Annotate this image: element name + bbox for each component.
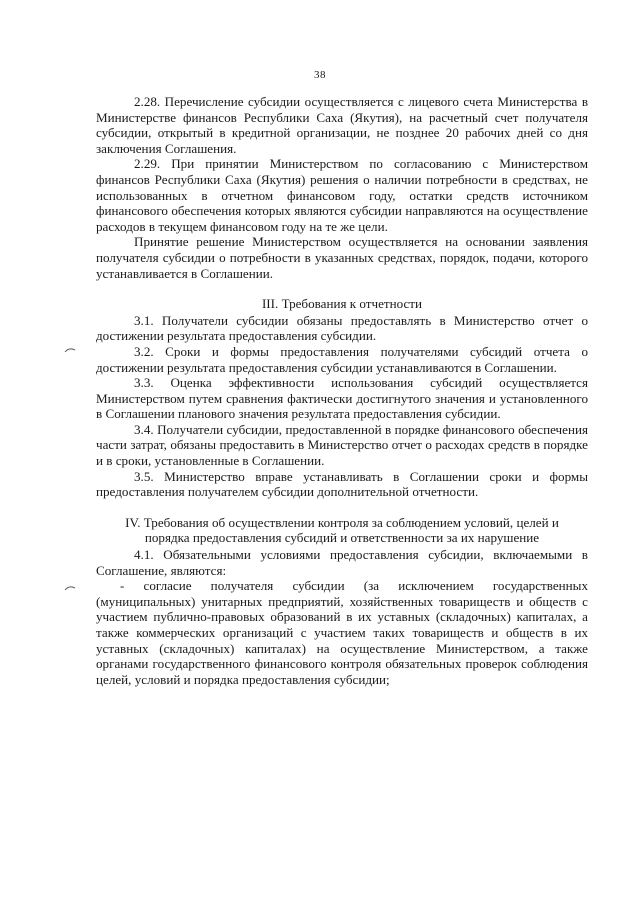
margin-mark [64,347,76,353]
paragraph-3-1: 3.1. Получатели субсидии обязаны предоставлять в Министерство отчет о достижении результата предоставления субсидии. [96,312,588,344]
paragraph-4-1: 4.1. Обязательными условиями предоставления субсидии, включаемыми в Соглашение, являются: [96,547,588,578]
paragraph-3-2: 3.2. Сроки и формы предоставления получателями субсидий отчета о достижении результата предоставления субсидии устанавливаются в Соглашении. [96,343,588,375]
paragraph-3-5: 3.5. Министерство вправе устанавливать в Соглашении сроки и формы предоставления получателем субсидии дополнительной отчетности. [96,468,588,500]
paragraph-3-3: 3.3. Оценка эффективности использования субсидий осуществляется Министерством путем сравнения фактически достигнутого значения и установленного в Соглашении планового значения результата предоставления субсидии. [96,375,588,422]
list-item-consent: - согласие получателя субсидии (за исключением государственных (муниципальных) унитарных предприятий, хозяйственных товариществ и обществ с участием публично-правовых образований в их уставных (складочных) капиталах, а также коммерческих организаций с участием таких товариществ и обществ в их уставных (складочных) капиталах) на осуществление Министерством, а также органами государственного финансового контроля обязательных проверок соблюдения целей, условий и порядка предоставления субсидии; [96,578,588,687]
paragraph-2-29: 2.29. При принятии Министерством по согласованию с Министерством финансов Республики Саха (Якутия) решения о наличии потребности в средствах, не использованных в отчетном финансовом году, остатки средств источником финансового обеспечения которых являются субсидии направляются на осуществление расходов в текущем финансовом году на те же цели. [96,156,588,234]
section-3-heading: III. Требования к отчетности [261,296,423,312]
paragraph-decision: Принятие решение Министерством осуществляется на основании заявления получателя субсидии о потребности в указанных средствах, порядок, подачи, которого устанавливается в Соглашении. [96,234,588,281]
section-4-heading: IV. Требования об осуществлении контроля за соблюдением условий, целей и порядка предоставления субсидий и ответственности за их нарушение [125,514,559,546]
paragraph-2-28: 2.28. Перечисление субсидии осуществляется с лицевого счета Министерства в Министерстве финансов Республики Саха (Якутия), на расчетный счет получателя субсидии, открытый в кредитной организации, не позднее 20 рабочих дней со дня заключения Соглашения. [96,94,588,156]
document-body [96,94,588,687]
paragraph-3-4: 3.4. Получатели субсидии, предоставленной в порядке финансового обеспечения части затрат, обязаны предоставить в Министерство отчет о расходах средств в порядке и в сроки, установленные в Соглашении. [96,421,588,469]
margin-mark [64,585,76,591]
page-number: 38 [314,69,326,81]
